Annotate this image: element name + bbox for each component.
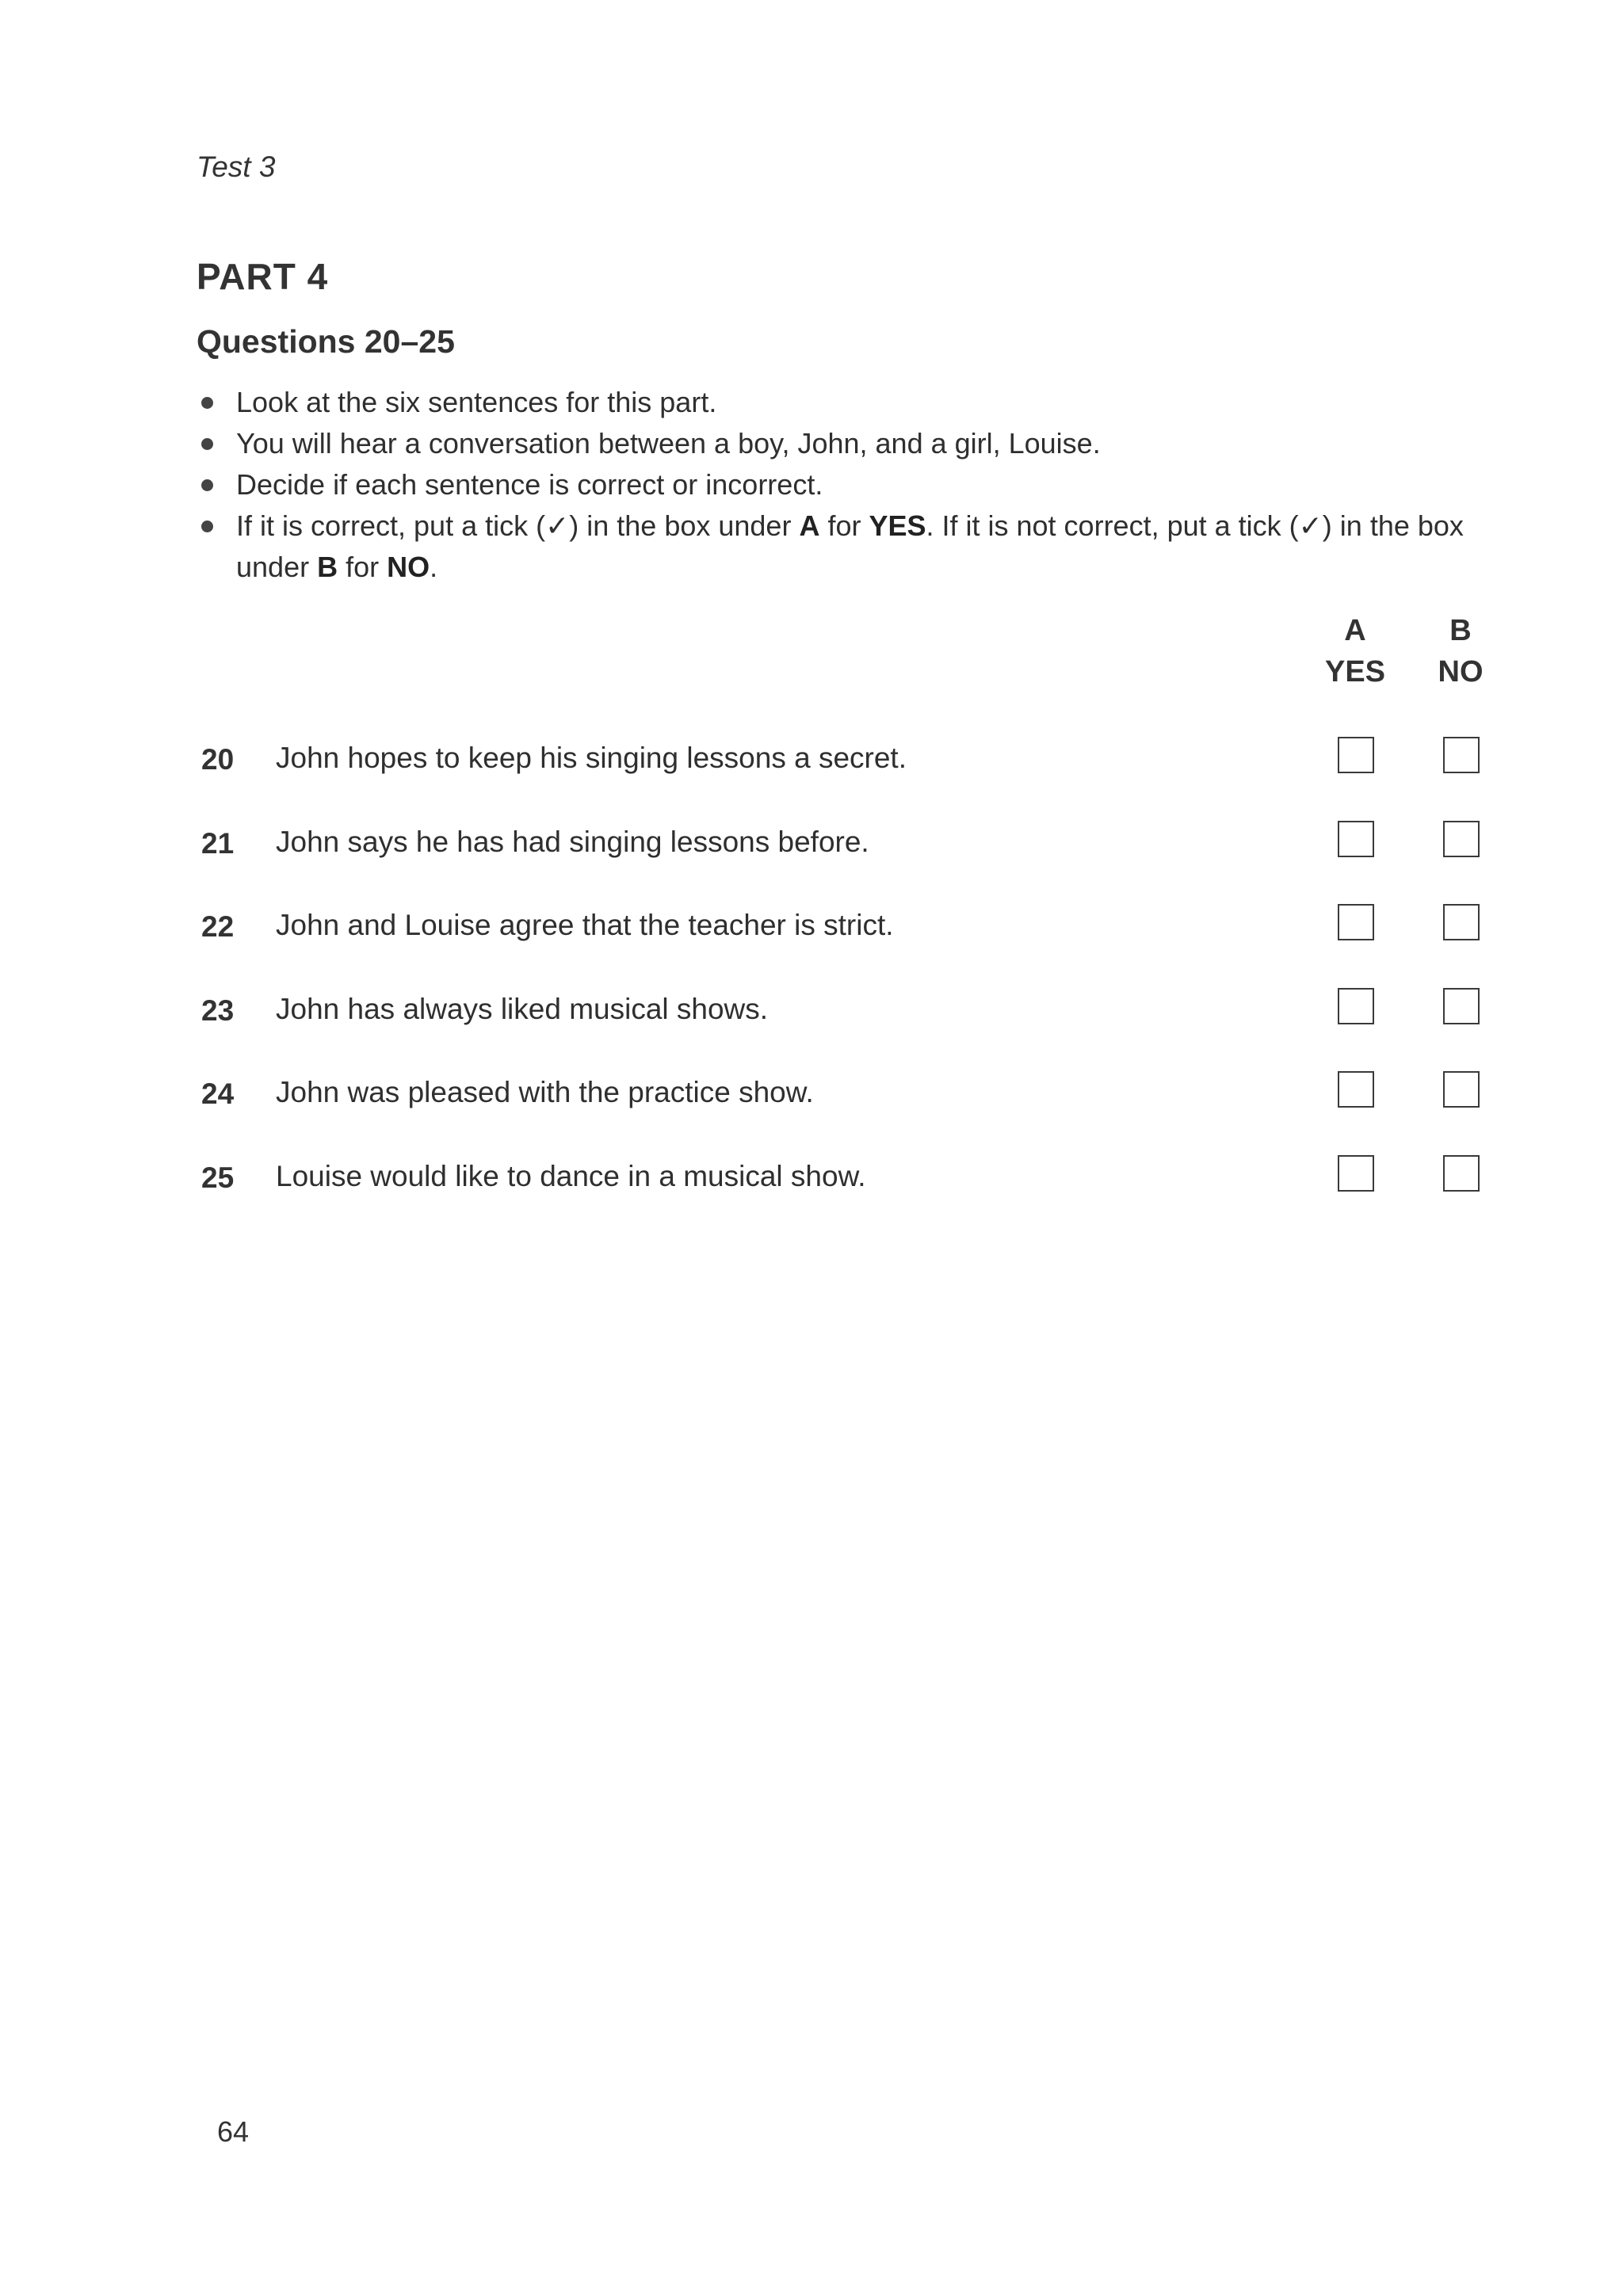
question-number: 25 (201, 1161, 235, 1194)
column-header-a (1308, 610, 1403, 692)
question-text: John has always liked musical shows. (276, 993, 769, 1025)
question-text: Louise would like to dance in a musical show. (276, 1160, 866, 1192)
question-number: 20 (201, 743, 235, 776)
instruction-text: Decide if each sentence is correct or incorrect. (236, 468, 823, 501)
bullet-icon (201, 521, 213, 532)
instruction-text: for (819, 509, 869, 542)
question-row (197, 904, 1504, 952)
instruction-item (197, 464, 1496, 505)
instruction-item (197, 382, 1496, 423)
answer-box-no[interactable] (1443, 737, 1480, 773)
answer-box-no[interactable] (1443, 1155, 1480, 1192)
answer-box-no[interactable] (1443, 904, 1480, 940)
question-text: John says he has had singing lessons before. (276, 826, 869, 858)
questions-title: Questions 20–25 (197, 323, 455, 360)
answer-box-yes[interactable] (1338, 737, 1374, 773)
answer-box-yes[interactable] (1338, 988, 1374, 1024)
instruction-item (197, 423, 1496, 464)
instruction-emphasis: NO (387, 551, 430, 583)
answer-box-yes[interactable] (1338, 904, 1374, 940)
instruction-text: . If it is not correct, put a tick (✓) in the box under (236, 509, 1464, 583)
question-number: 21 (201, 827, 235, 860)
question-row (197, 737, 1504, 784)
part-title: PART 4 (197, 256, 329, 297)
question-text: John was pleased with the practice show. (276, 1076, 814, 1108)
instruction-emphasis: A (799, 509, 820, 542)
question-text: John and Louise agree that the teacher is strict. (276, 909, 894, 941)
question-row (197, 1155, 1504, 1203)
column-letter-a: A (1344, 614, 1366, 647)
instructions-list (197, 382, 1496, 588)
answer-box-yes[interactable] (1338, 1071, 1374, 1108)
question-number: 23 (201, 994, 235, 1027)
question-number: 22 (201, 910, 235, 943)
instruction-item (197, 505, 1496, 588)
column-label-no: NO (1438, 655, 1484, 688)
instruction-text: If it is correct, put a tick (✓) in the box under (236, 509, 800, 542)
bullet-icon (201, 438, 213, 450)
column-label-yes: YES (1324, 655, 1386, 688)
question-number: 24 (201, 1077, 235, 1110)
answer-box-yes[interactable] (1338, 821, 1374, 857)
running-head: Test 3 (197, 151, 276, 183)
instruction-text: for (338, 551, 388, 583)
question-text: John hopes to keep his singing lessons a secret. (276, 742, 907, 774)
question-row (197, 988, 1504, 1035)
instruction-emphasis: YES (869, 509, 926, 542)
instruction-emphasis: B (317, 551, 338, 583)
answer-box-no[interactable] (1443, 1071, 1480, 1108)
bullet-icon (201, 397, 213, 409)
question-row (197, 1071, 1504, 1119)
page-number: 64 (217, 2115, 250, 2148)
column-header-b (1413, 610, 1508, 692)
instruction-text: . (430, 551, 438, 583)
column-letter-b: B (1449, 614, 1472, 647)
answer-box-no[interactable] (1443, 988, 1480, 1024)
answer-box-yes[interactable] (1338, 1155, 1374, 1192)
answer-box-no[interactable] (1443, 821, 1480, 857)
instruction-text: Look at the six sentences for this part. (236, 386, 717, 418)
instruction-text: You will hear a conversation between a boy, John, and a girl, Louise. (236, 427, 1101, 460)
question-row (197, 821, 1504, 868)
bullet-icon (201, 479, 213, 491)
